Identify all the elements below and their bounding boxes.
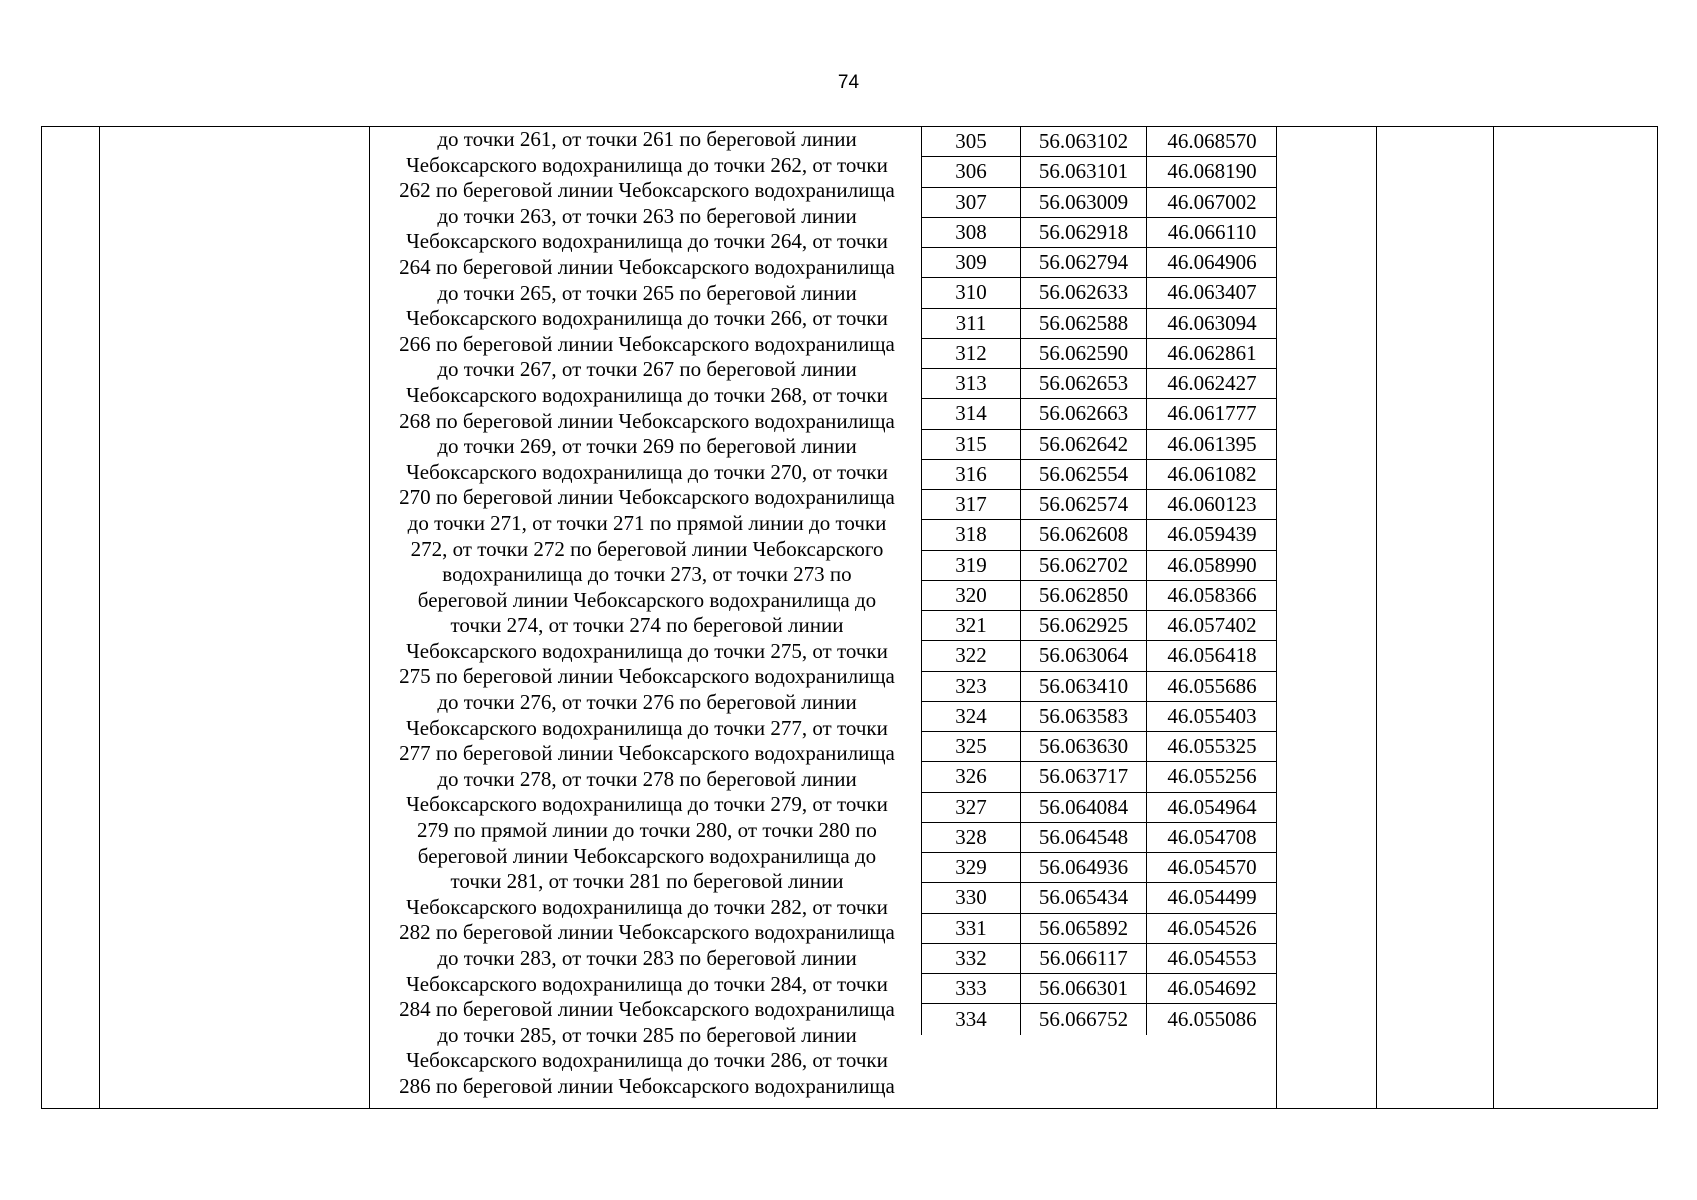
table-row [921,339,1276,369]
point-number: 328 [922,823,1021,852]
table-row [921,883,1276,913]
point-number: 316 [922,460,1021,489]
point-number: 313 [922,369,1021,398]
point-number: 310 [922,278,1021,307]
latitude-cell: 56.062590 [1021,339,1147,368]
latitude-cell: 56.062702 [1021,551,1147,580]
point-number: 308 [922,218,1021,247]
point-number: 322 [922,641,1021,670]
latitude-cell: 56.066117 [1021,944,1147,973]
description-line: Чебоксарского водохранилища до точки 275, от точки [406,638,888,663]
longitude-cell: 46.055325 [1167,734,1257,759]
longitude-cell: 46.058990 [1167,552,1257,577]
description-line: 282 по береговой линии Чебоксарского водохранилища [399,920,895,945]
longitude-cell: 46.066110 [1167,219,1257,244]
description-line: 266 по береговой линии Чебоксарского водохранилища [399,331,895,356]
longitude-cell: 46.055256 [1167,764,1257,789]
table-row [921,520,1276,550]
latitude-cell: 56.062918 [1021,218,1147,247]
description-line: Чебоксарского водохранилища до точки 270, от точки [406,459,888,484]
longitude-cell: 46.054526 [1167,915,1257,940]
table-column-empty-4 [1376,127,1493,1108]
table-row [921,762,1276,792]
description-line: Чебоксарского водохранилища до точки 266, от точки [406,306,888,331]
longitude-cell: 46.055686 [1167,673,1257,698]
table-column-empty-2 [100,127,370,1108]
latitude-cell: 56.062925 [1021,611,1147,640]
latitude-cell: 56.062850 [1021,581,1147,610]
description-line: до точки 271, от точки 271 по прямой линии до точки [407,510,887,535]
description-line: до точки 269, от точки 269 по береговой линии [437,434,857,459]
description-line: точки 274, от точки 274 по береговой линии [450,613,844,638]
description-line: Чебоксарского водохранилища до точки 284, от точки [406,971,888,996]
table-row [921,188,1276,218]
latitude-cell: 56.062794 [1021,248,1147,277]
latitude-cell: 56.064936 [1021,853,1147,882]
latitude-cell: 56.065892 [1021,914,1147,943]
longitude-cell: 46.055403 [1167,703,1257,728]
table-row [921,672,1276,702]
point-number: 325 [922,732,1021,761]
description-line: береговой линии Чебоксарского водохранилища до [417,843,877,868]
table-row [921,309,1276,339]
table-row [921,732,1276,762]
description-line: 264 по береговой линии Чебоксарского водохранилища [399,254,895,279]
boundary-description [370,127,924,1100]
coordinates-table [41,126,1658,1109]
table-row [921,641,1276,671]
table-column-empty-1 [42,127,100,1108]
point-number: 320 [922,581,1021,610]
longitude-cell: 46.058366 [1167,582,1257,607]
description-line: водохранилища до точки 273, от точки 273 по [442,562,852,587]
longitude-cell: 46.054964 [1167,794,1257,819]
table-column-empty-3 [1276,127,1376,1108]
latitude-cell: 56.062653 [1021,369,1147,398]
description-line: 272, от точки 272 по береговой линии Чебоксарского [410,536,884,561]
longitude-cell: 46.064906 [1167,250,1257,275]
longitude-cell: 46.060123 [1167,492,1257,517]
description-line: 275 по береговой линии Чебоксарского водохранилища [399,664,895,689]
table-row [921,793,1276,823]
point-number: 314 [922,399,1021,428]
point-number: 330 [922,883,1021,912]
table-row [921,278,1276,308]
table-row [921,157,1276,187]
longitude-cell: 46.061777 [1167,401,1257,426]
longitude-cell: 46.063094 [1167,310,1257,335]
table-row [921,581,1276,611]
longitude-cell: 46.067002 [1167,189,1257,214]
description-line: Чебоксарского водохранилища до точки 282, от точки [406,894,888,919]
description-line: до точки 263, от точки 263 по береговой линии [437,203,857,228]
point-number: 311 [922,309,1021,338]
description-line: точки 281, от точки 281 по береговой линии [450,869,844,894]
longitude-cell: 46.068190 [1167,159,1257,184]
table-row [921,944,1276,974]
latitude-cell: 56.063009 [1021,188,1147,217]
description-line: до точки 261, от точки 261 по береговой линии [437,127,857,151]
longitude-cell: 46.061395 [1167,431,1257,456]
longitude-cell: 46.054708 [1167,824,1257,849]
table-row [921,551,1276,581]
table-row [921,611,1276,641]
latitude-cell: 56.062554 [1021,460,1147,489]
table-row [921,1004,1276,1034]
longitude-cell: 46.056418 [1167,643,1257,668]
latitude-cell: 56.066301 [1021,974,1147,1003]
description-line: 268 по береговой линии Чебоксарского водохранилища [399,408,895,433]
longitude-cell: 46.059439 [1167,522,1257,547]
description-line: до точки 278, от точки 278 по береговой линии [437,766,857,791]
table-column-empty-5 [1493,127,1657,1108]
latitude-cell: 56.063630 [1021,732,1147,761]
latitude-cell: 56.064084 [1021,793,1147,822]
latitude-cell: 56.063102 [1021,127,1147,156]
point-number: 312 [922,339,1021,368]
description-line: Чебоксарского водохранилища до точки 279, от точки [406,792,888,817]
description-line: 286 по береговой линии Чебоксарского водохранилища [399,1073,895,1098]
description-line: 270 по береговой линии Чебоксарского водохранилища [399,485,895,510]
point-number: 307 [922,188,1021,217]
table-row [921,490,1276,520]
table-row [921,823,1276,853]
table-row [921,914,1276,944]
description-line: 277 по береговой линии Чебоксарского водохранилища [399,741,895,766]
table-row [921,248,1276,278]
point-number: 317 [922,490,1021,519]
page-number: 74 [837,72,860,93]
latitude-cell: 56.062663 [1021,399,1147,428]
longitude-cell: 46.061082 [1167,461,1257,486]
description-line: Чебоксарского водохранилища до точки 262, от точки [406,152,888,177]
longitude-cell: 46.054499 [1167,885,1257,910]
longitude-cell: 46.054570 [1167,855,1257,880]
point-number: 324 [922,702,1021,731]
description-line: 279 по прямой линии до точки 280, от точки 280 по [417,818,877,843]
table-row [921,369,1276,399]
longitude-cell: 46.068570 [1167,129,1257,154]
latitude-cell: 56.062574 [1021,490,1147,519]
latitude-cell: 56.062588 [1021,309,1147,338]
point-number: 319 [922,551,1021,580]
table-row [921,430,1276,460]
point-number: 315 [922,430,1021,459]
table-row [921,127,1276,157]
longitude-cell: 46.062427 [1167,371,1257,396]
longitude-cell: 46.054692 [1167,976,1257,1001]
description-line: до точки 276, от точки 276 по береговой линии [437,690,857,715]
description-line: Чебоксарского водохранилища до точки 277, от точки [406,715,888,740]
latitude-cell: 56.063410 [1021,672,1147,701]
point-number: 321 [922,611,1021,640]
description-line: до точки 283, от точки 283 по береговой линии [437,946,857,970]
description-line: Чебоксарского водохранилища до точки 286, от точки [406,1048,888,1073]
table-row [921,853,1276,883]
point-number: 331 [922,914,1021,943]
longitude-cell: 46.057402 [1167,613,1257,638]
latitude-cell: 56.063064 [1021,641,1147,670]
description-line: до точки 267, от точки 267 по береговой линии [437,357,857,382]
point-number: 318 [922,520,1021,549]
latitude-cell: 56.062642 [1021,430,1147,459]
latitude-cell: 56.065434 [1021,883,1147,912]
point-number: 326 [922,762,1021,791]
latitude-cell: 56.064548 [1021,823,1147,852]
description-line: до точки 285, от точки 285 по береговой линии [437,1022,857,1047]
description-line: до точки 265, от точки 265 по береговой линии [437,280,857,305]
latitude-cell: 56.062608 [1021,520,1147,549]
latitude-cell: 56.062633 [1021,278,1147,307]
table-row [921,399,1276,429]
description-line: 262 по береговой линии Чебоксарского водохранилища [399,178,895,203]
longitude-cell: 46.062861 [1167,340,1257,365]
description-line: 284 по береговой линии Чебоксарского водохранилища [399,997,895,1022]
description-line: Чебоксарского водохранилища до точки 264, от точки [406,229,888,254]
point-number: 334 [922,1004,1021,1034]
table-row [921,702,1276,732]
point-number: 329 [922,853,1021,882]
longitude-cell: 46.063407 [1167,280,1257,305]
latitude-cell: 56.066752 [1021,1004,1147,1034]
table-row [921,218,1276,248]
point-number: 333 [922,974,1021,1003]
longitude-cell: 46.055086 [1167,1006,1257,1031]
longitude-cell: 46.054553 [1167,945,1257,970]
latitude-cell: 56.063583 [1021,702,1147,731]
latitude-cell: 56.063717 [1021,762,1147,791]
description-line: береговой линии Чебоксарского водохранилища до [417,587,877,612]
point-number: 323 [922,672,1021,701]
point-number: 309 [922,248,1021,277]
latitude-cell: 56.063101 [1021,157,1147,186]
table-row [921,460,1276,490]
point-number: 306 [922,157,1021,186]
description-line: Чебоксарского водохранилища до точки 268, от точки [406,382,888,407]
point-number: 332 [922,944,1021,973]
point-number: 305 [922,127,1021,156]
table-row [921,974,1276,1004]
point-number: 327 [922,793,1021,822]
